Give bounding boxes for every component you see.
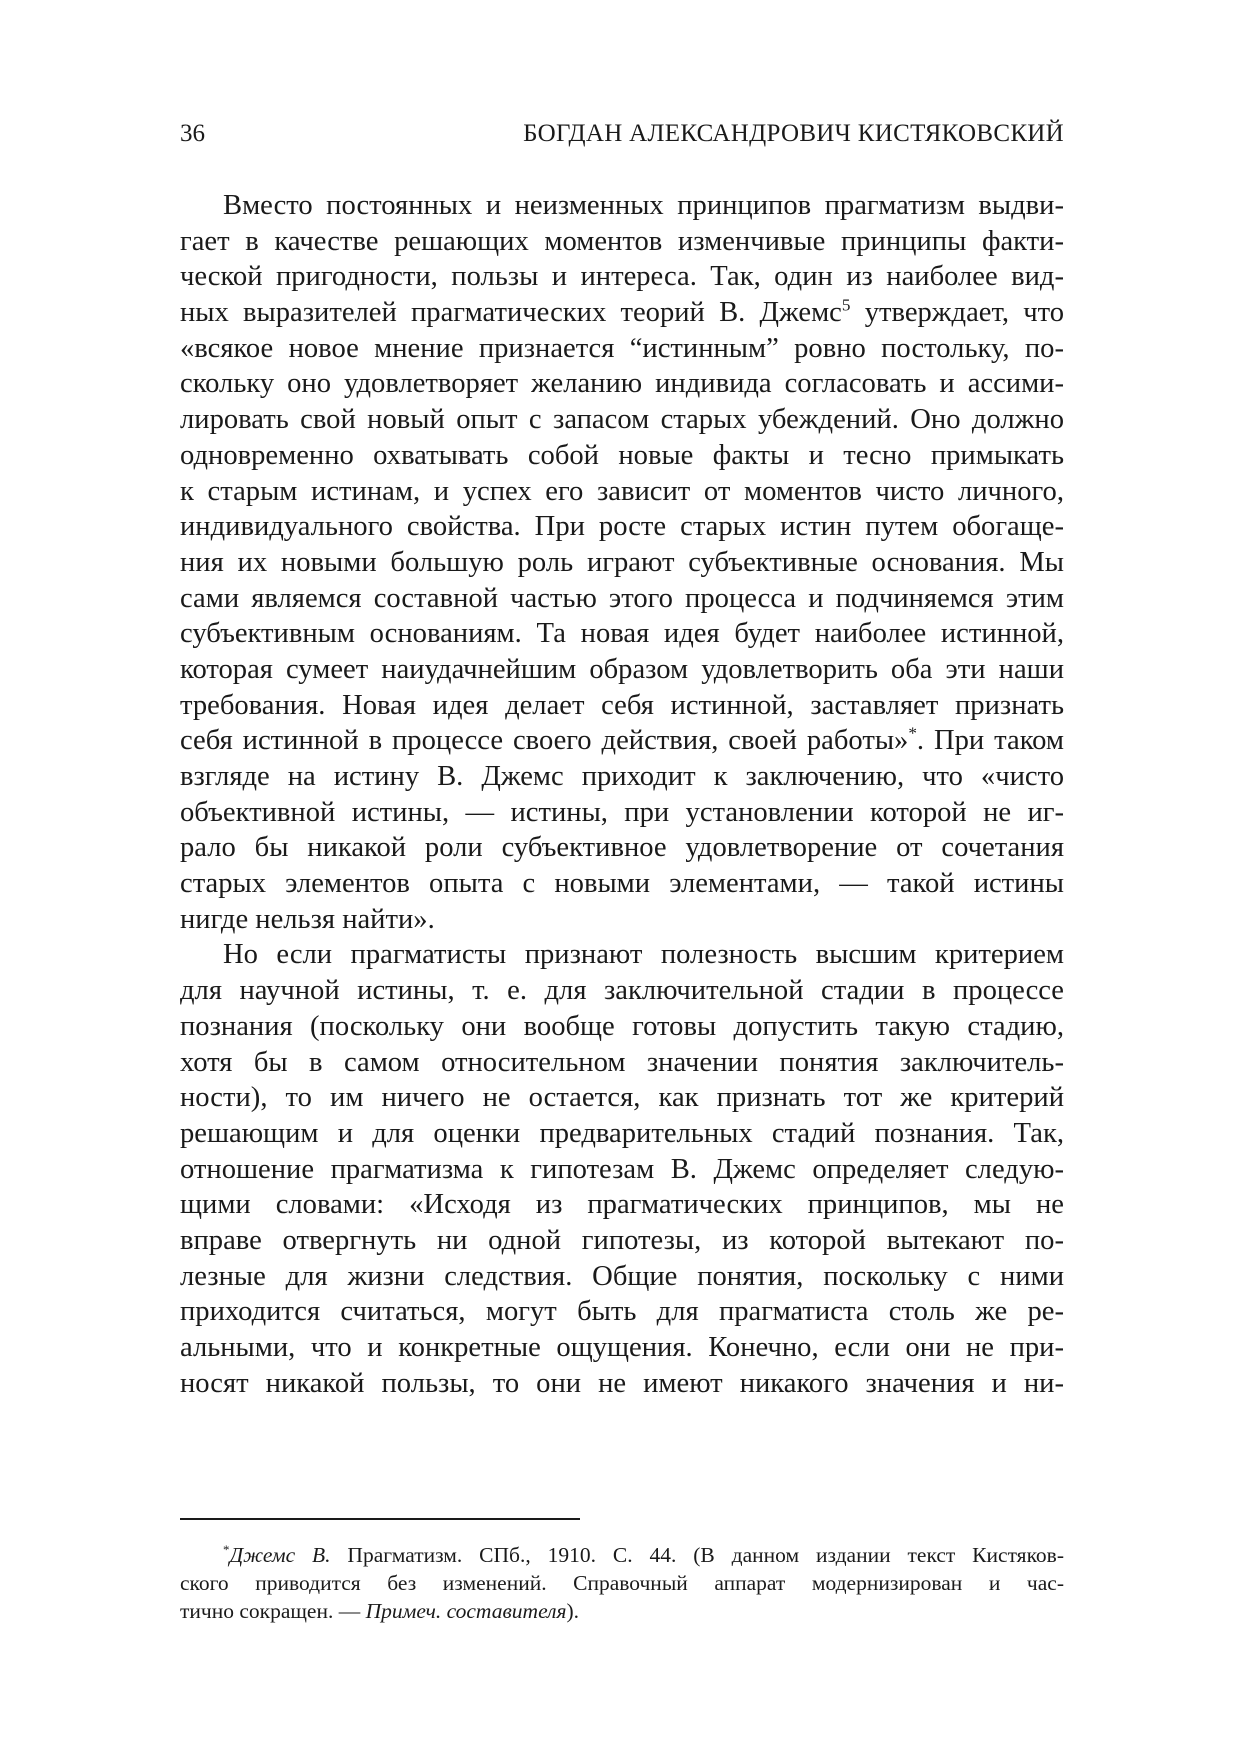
- text-fragment: . При таком: [916, 725, 1064, 757]
- text-line: требования. Новая идея делает себя истинной, заставляет признать: [180, 689, 1064, 721]
- text-fragment: ных выразителей прагматических теорий В. Джемс: [180, 297, 842, 329]
- text-line: познания (поскольку они вообще готовы допустить такую стадию,: [180, 1010, 1064, 1042]
- text-line: вправе отвергнуть ни одной гипотезы, из которой вытекают по-: [180, 1224, 1064, 1256]
- footnote-text: ).: [566, 1599, 579, 1623]
- text-line: к старым истинам, и успех его зависит от моментов чисто личного,: [180, 475, 1064, 507]
- text-line: скольку оно удовлетворяет желанию индивида согласовать и ассими-: [180, 368, 1064, 400]
- footnote-line: [180, 1541, 1064, 1569]
- text-line: лезные для жизни следствия. Общие понятия, поскольку с ними: [180, 1260, 1064, 1292]
- text-line: которая сумеет наиудачнейшим образом удовлетворить оба эти наши: [180, 653, 1064, 685]
- body-text: [180, 188, 1064, 1401]
- text-line: индивидуального свойства. При росте старых истин путем обогаще-: [180, 511, 1064, 543]
- text-line: [180, 295, 1064, 331]
- running-title: БОГДАН АЛЕКСАНДРОВИЧ КИСТЯКОВСКИЙ: [523, 120, 1064, 147]
- text-line: ности), то им ничего не остается, как признать тот же критерий: [180, 1082, 1064, 1114]
- text-line: Но если прагматисты признают полезность высшим критерием: [223, 939, 1064, 971]
- text-line: для научной истины, т. е. для заключительной стадии в процессе: [180, 975, 1064, 1007]
- text-line: [180, 723, 1064, 759]
- editor-note: Примеч. составителя: [365, 1599, 567, 1623]
- footnote-author: Джемс В.: [229, 1543, 331, 1567]
- footnote: [180, 1541, 1064, 1625]
- text-line: «всякое новое мнение признается “истинным” ровно постольку, по-: [180, 332, 1064, 364]
- text-line: рало бы никакой роли субъективное удовлетворение от сочетания: [180, 832, 1064, 864]
- text-line: Вместо постоянных и неизменных принципов прагматизм выдви-: [223, 190, 1064, 221]
- text-line: ния их новыми большую роль играют субъективные основания. Мы: [180, 546, 1064, 578]
- text-line: носят никакой пользы, то они не имеют никакого значения и ни-: [180, 1367, 1064, 1399]
- text-line: хотя бы в самом относительном значении понятия заключитель-: [180, 1046, 1064, 1078]
- text-line: взгляде на истину В. Джемс приходит к заключению, что «чисто: [180, 761, 1064, 792]
- text-line: объективной истины, — истины, при установлении которой не иг-: [180, 796, 1064, 828]
- text-line: альными, что и конкретные ощущения. Конечно, если они не при-: [180, 1332, 1064, 1363]
- text-line: сами являемся составной частью этого процесса и подчиняемся этим: [180, 582, 1064, 614]
- text-line: одновременно охватывать собой новые факты и тесно примыкать: [180, 439, 1064, 471]
- text-line: щими словами: «Исходя из прагматических принципов, мы не: [180, 1189, 1064, 1221]
- text-fragment: себя истинной в процессе своего действия, своей работы»: [180, 725, 909, 757]
- text-line: субъективным основаниям. Та новая идея будет наиболее истинной,: [180, 618, 1064, 650]
- text-line: отношение прагматизма к гипотезам В. Джемс определяет следую-: [180, 1153, 1064, 1185]
- footnote-text: Прагматизм. СПб., 1910. С. 44. (В данном издании текст Кистяков-: [330, 1543, 1064, 1567]
- footnote-line: ского приводится без изменений. Справочный аппарат модернизирован и час-: [180, 1571, 1064, 1595]
- text-line: ческой пригодности, пользы и интереса. Так, один из наиболее вид-: [180, 261, 1064, 293]
- footnote-text: тично сокращен. —: [180, 1599, 366, 1623]
- text-line: гает в качестве решающих моментов изменчивые принципы факти-: [180, 225, 1064, 257]
- text-line: решающим и для оценки предварительных стадий познания. Так,: [180, 1117, 1064, 1149]
- text-line: нигде нельзя найти».: [180, 903, 435, 935]
- page-number: 36: [180, 120, 205, 147]
- text-line: старых элементов опыта с новыми элементами, — такой истины: [180, 868, 1064, 900]
- footnote-ref: 5: [841, 295, 851, 315]
- footnote-line: [180, 1597, 1064, 1625]
- footnote-marker: *: [223, 1542, 230, 1557]
- text-line: лировать свой новый опыт с запасом старых убеждений. Оно должно: [180, 404, 1064, 436]
- footnote-ref: *: [908, 723, 917, 743]
- running-head: [180, 114, 1064, 154]
- footnote-divider: [180, 1518, 580, 1520]
- text-line: приходится считаться, могут быть для прагматиста столь же ре-: [180, 1296, 1064, 1328]
- text-fragment: утверждает, что: [850, 297, 1064, 329]
